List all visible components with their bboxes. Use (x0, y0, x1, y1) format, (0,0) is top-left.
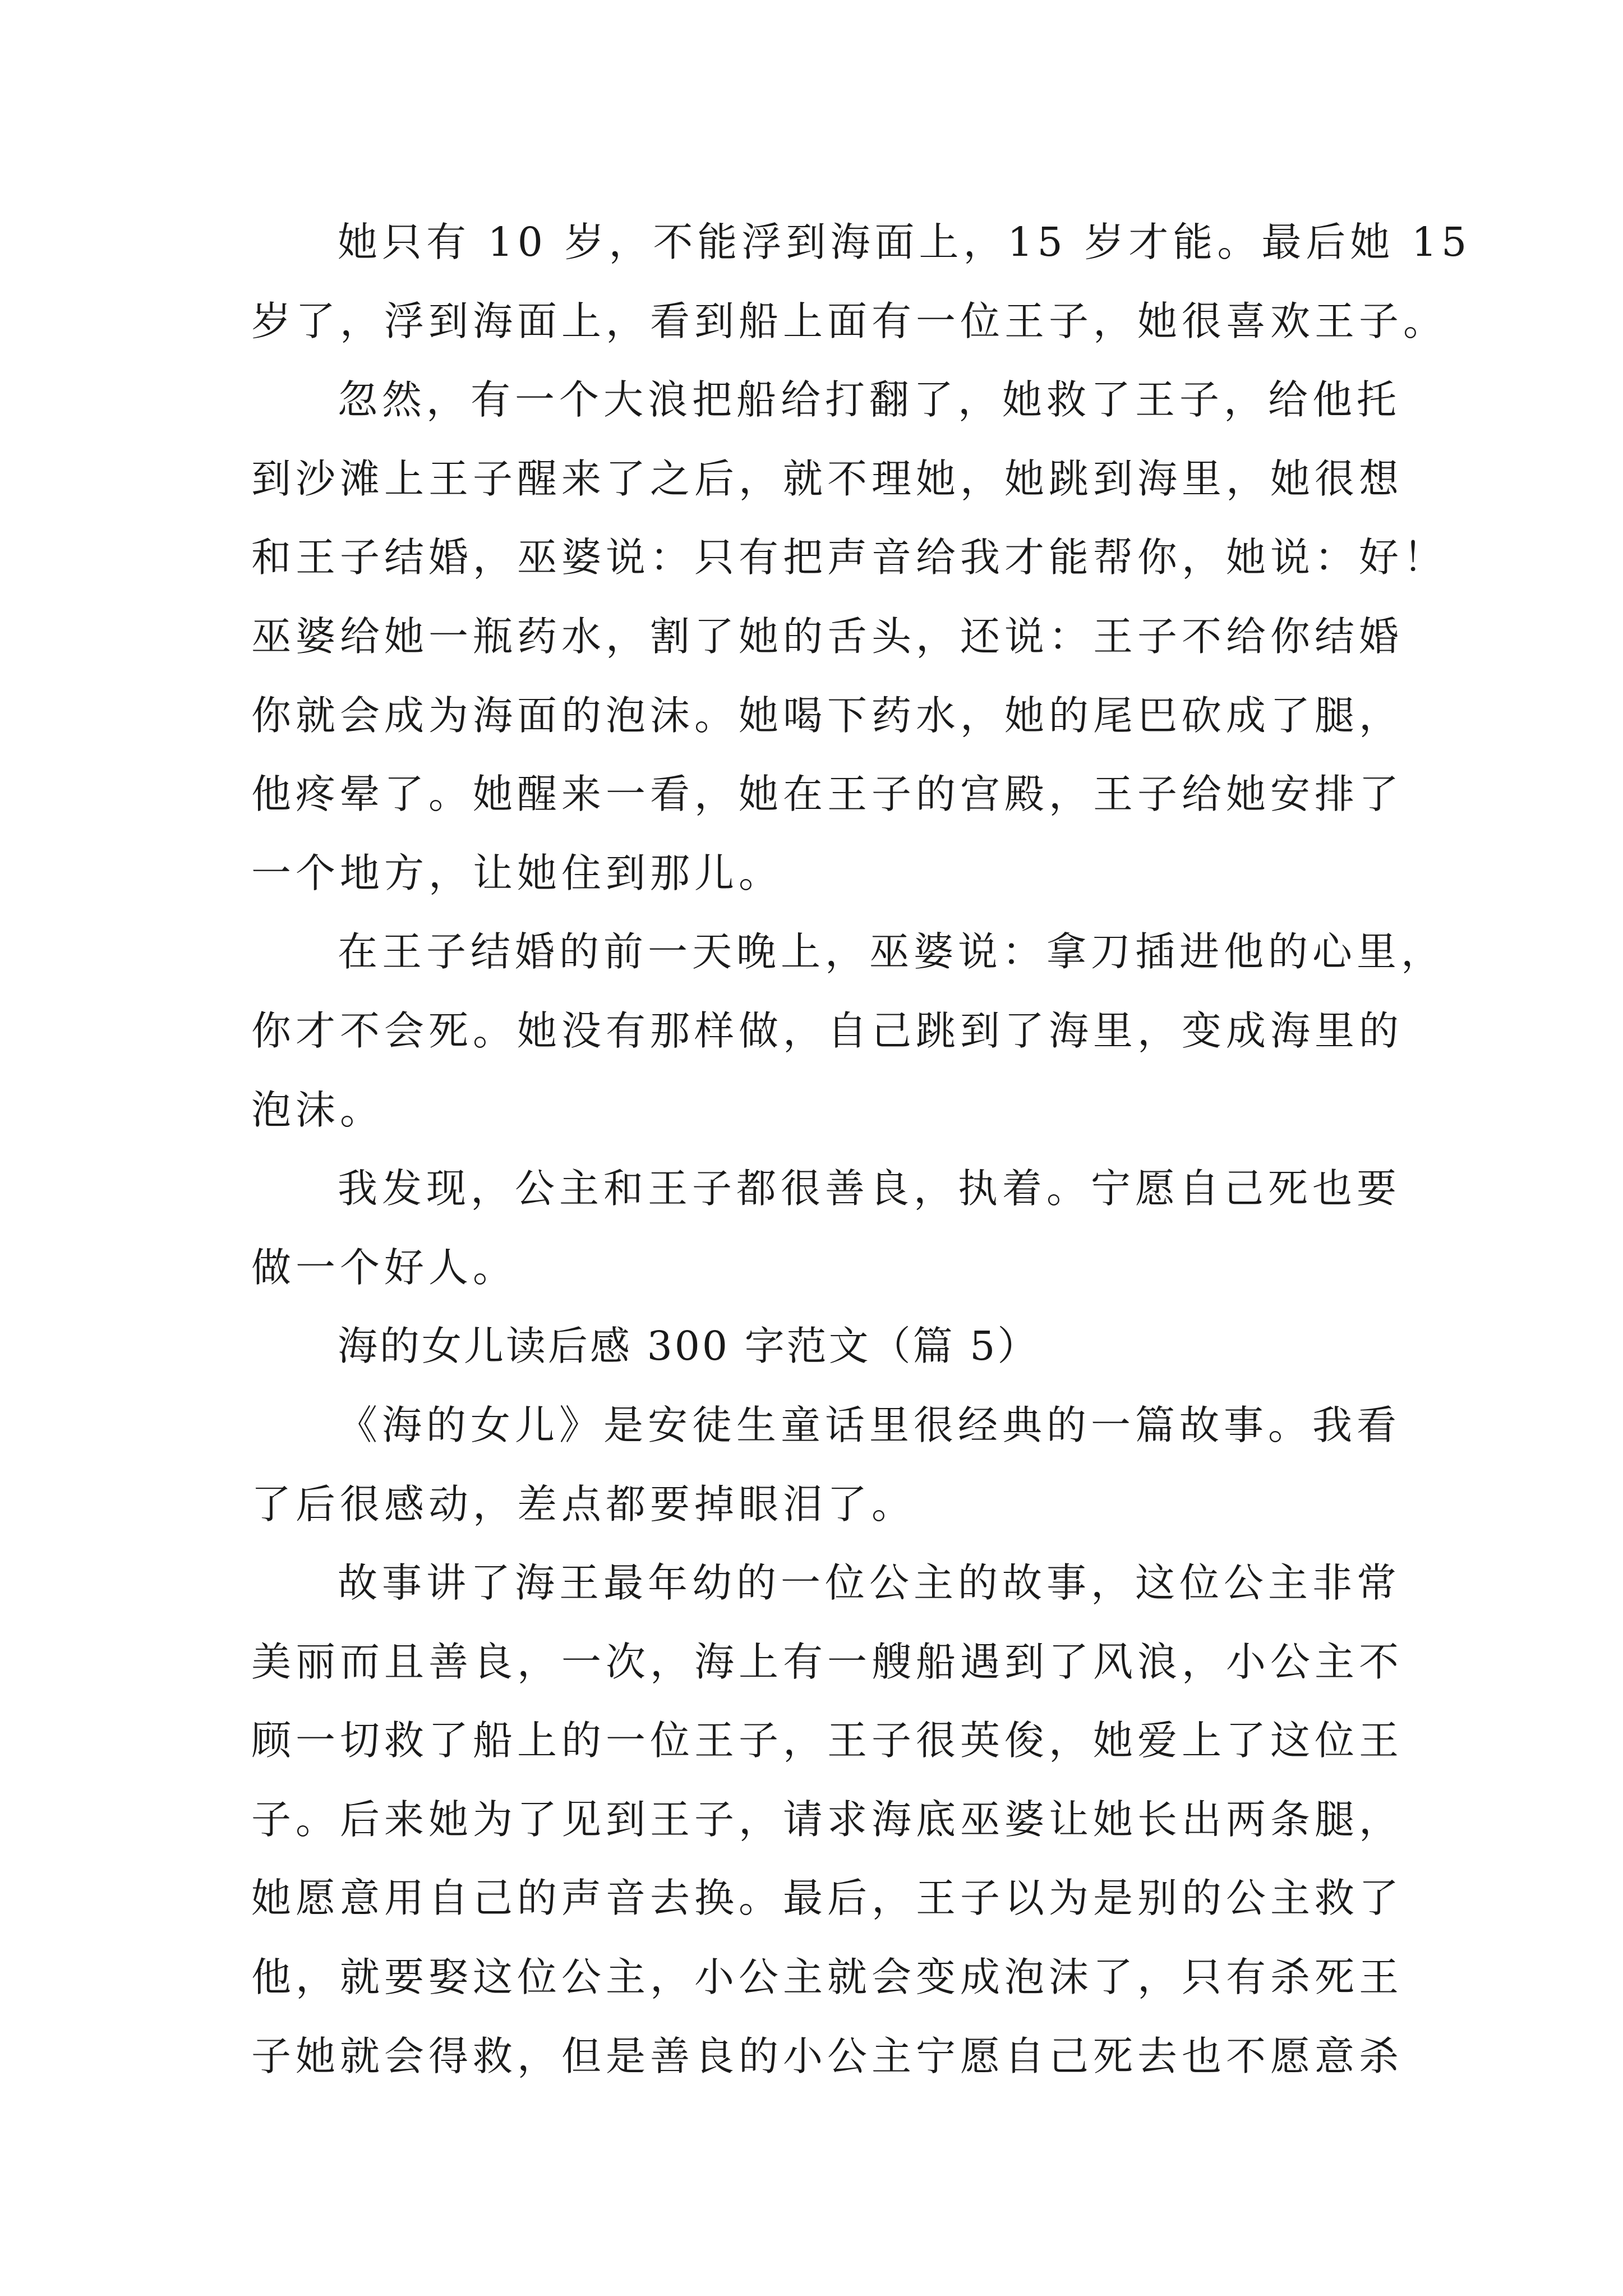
text-line: 顾一切救了船上的一位王子，王子很英俊，她爱上了这位王 (251, 1717, 1404, 1764)
text-line: 她只有 10 岁，不能浮到海面上，15 岁才能。最后她 15 (338, 219, 1472, 265)
section-heading: 海的女儿读后感 300 字范文（篇 5） (338, 1323, 1040, 1370)
text-line: 做一个好人。 (251, 1244, 518, 1291)
text-line: 一个地方，让她住到那儿。 (251, 849, 783, 896)
body-text (251, 203, 1472, 2096)
text-line: 美丽而且善良，一次，海上有一艘船遇到了风浪，小公主不 (251, 1638, 1404, 1685)
text-line: 他疼晕了。她醒来一看，她在王子的宫殿，王子给她安排了 (251, 771, 1404, 818)
text-line: 在王子结婚的前一天晚上，巫婆说：拿刀插进他的心里， (338, 928, 1446, 976)
text-line: 故事讲了海王最年幼的一位公主的故事，这位公主非常 (338, 1559, 1401, 1607)
text-line: 巫婆给她一瓶药水，割了她的舌头，还说：王子不给你结婚 (251, 613, 1404, 660)
text-line: 和王子结婚，巫婆说：只有把声音给我才能帮你，她说：好！ (251, 534, 1448, 581)
text-line: 你就会成为海面的泡沫。她喝下药水，她的尾巴砍成了腿， (251, 692, 1404, 739)
text-line: 忽然，有一个大浪把船给打翻了，她救了王子，给他托 (338, 376, 1401, 424)
text-line: 你才不会死。她没有那样做，自己跳到了海里，变成海里的 (251, 1007, 1404, 1054)
text-line: 了后很感动，差点都要掉眼泪了。 (251, 1480, 916, 1527)
text-line: 她愿意用自己的声音去换。最后，王子以为是别的公主救了 (251, 1875, 1404, 1922)
text-line: 我发现，公主和王子都很善良，执着。宁愿自己死也要 (338, 1165, 1401, 1212)
text-line: 《海的女儿》是安徒生童话里很经典的一篇故事。我看 (338, 1401, 1401, 1448)
text-line: 子她就会得救，但是善良的小公主宁愿自己死去也不愿意杀 (251, 2032, 1404, 2079)
text-line: 到沙滩上王子醒来了之后，就不理她，她跳到海里，她很想 (251, 455, 1404, 502)
text-line: 他，就要娶这位公主，小公主就会变成泡沫了，只有杀死王 (251, 1954, 1404, 2001)
text-line: 泡沫。 (251, 1086, 385, 1133)
text-line: 岁了，浮到海面上，看到船上面有一位王子，她很喜欢王子。 (251, 297, 1448, 344)
text-line: 子。后来她为了见到王子，请求海底巫婆让她长出两条腿， (251, 1796, 1404, 1843)
